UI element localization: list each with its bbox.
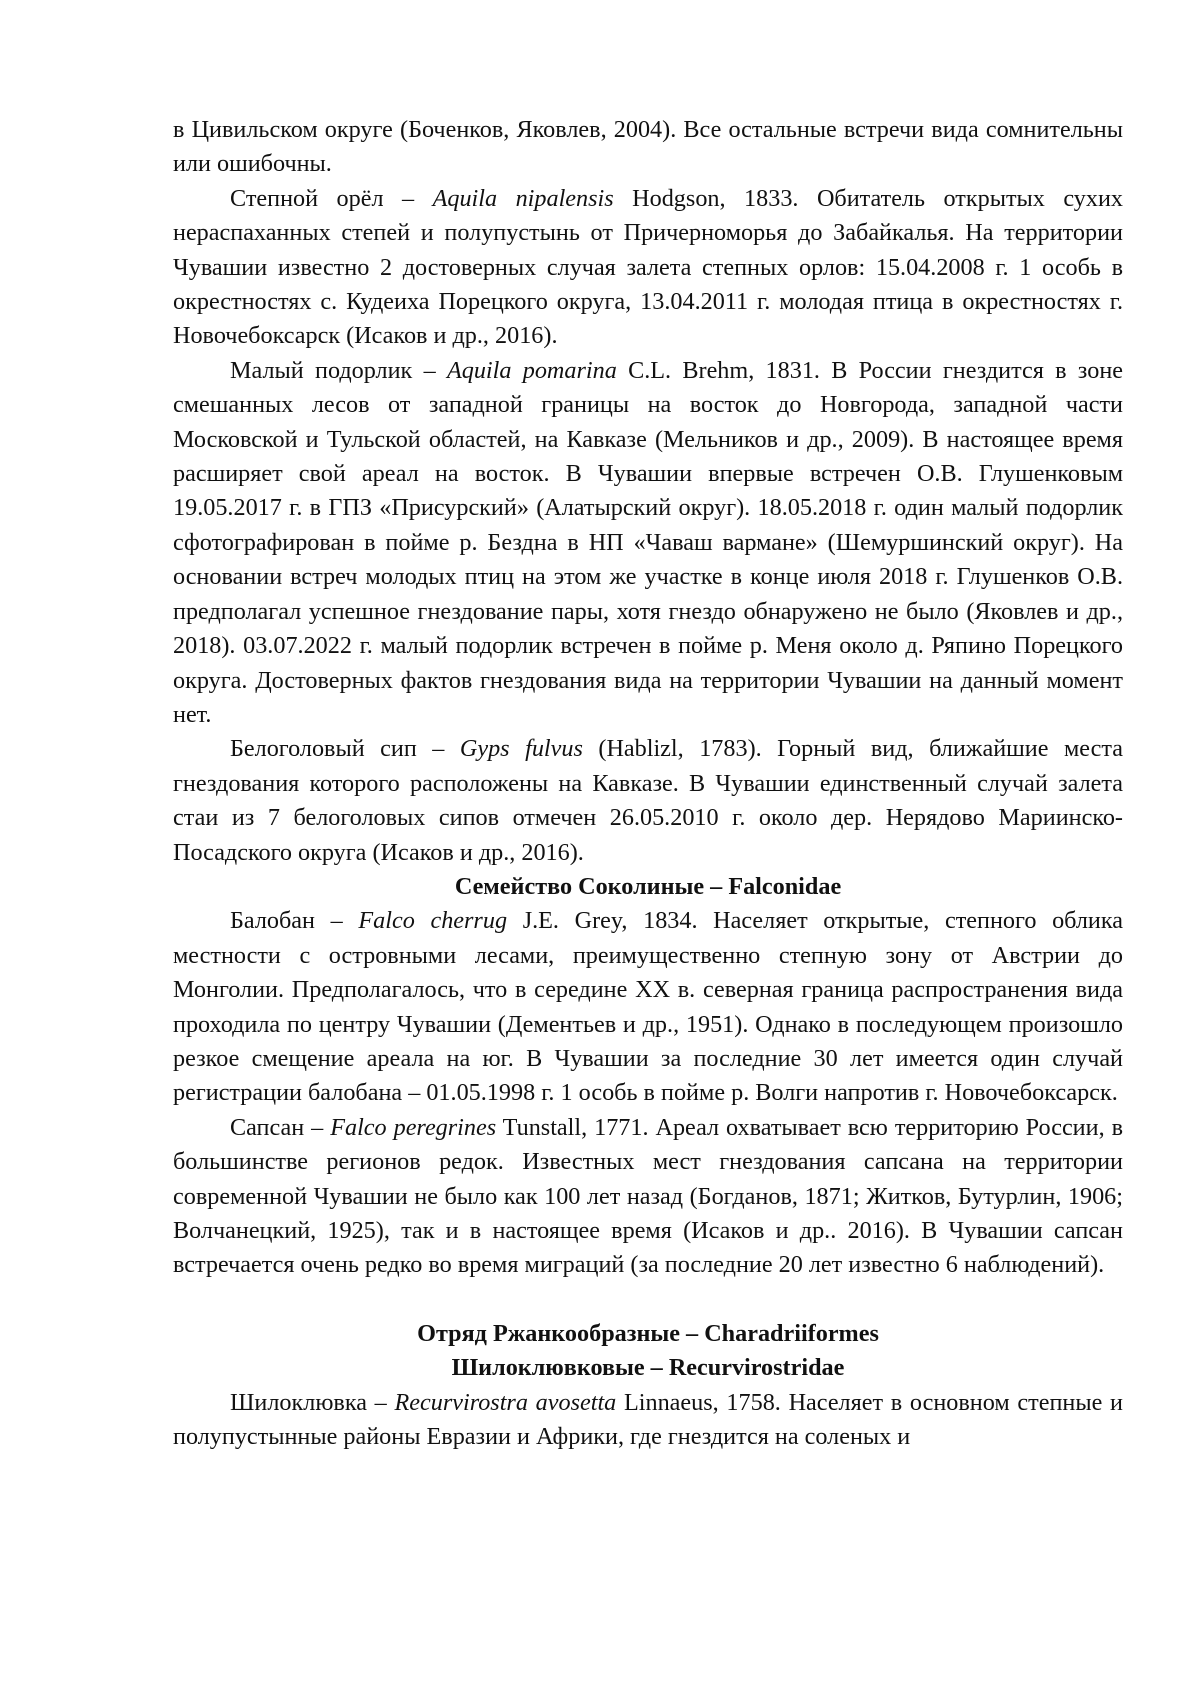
paragraph-text: Малый подорлик –	[230, 356, 447, 384]
section-heading: Шилоклювковые – Recurvirostridae	[451, 1354, 845, 1382]
paragraph-text: в Цивильском округе (Боченков, Яковлев, 2004). Все остальные встречи вида сомнительны или ошибочны.	[173, 116, 1123, 178]
section-heading: Отряд Ржанкообразные – Charadriiformes	[417, 1319, 879, 1347]
species-latin-name: Falco peregrines	[330, 1113, 497, 1141]
paragraph-text: (Hablizl, 1783). Горный вид, ближайшие места гнездования которого расположены на Кавказе. В Чувашии единственный случай залета стаи из 7 белоголовых сипов отмечен 26.05.2010 г. около дер. Нерядово Мариинско-Посадского округа (Исаков и др., 2016).	[173, 735, 1123, 866]
species-latin-name: Aquila pomarina	[446, 356, 617, 384]
paragraph-text: Степной орёл –	[230, 184, 433, 212]
paragraph-text: C.L. Brehm, 1831. В России гнездится в зоне смешанных лесов от западной границы на восток до Новгорода, западной части Московской и Тульской областей, на Кавказе (Мельников и др., 2009). В настоящее время расширяет свой ареал на восток. В Чувашии впервые встречен О.В. Глушенковым 19.05.2017 г. в ГПЗ «Присурский» (Алатырский округ). 18.05.2018 г. один малый подорлик сфотографирован в пойме р. Бездна в НП «Чаваш вармане» (Шемуршинский округ). На основании встреч молодых птиц на этом же участке в конце июля 2018 г. Глушенков О.В. предполагал успешное гнездование пары, хотя гнездо обнаружено не было (Яковлев и др., 2018). 03.07.2022 г. малый подорлик встречен в пойме р. Меня около д. Ряпино Порецкого округа. Достоверных фактов гнездования вида на территории Чувашии на данный момент нет.	[173, 356, 1123, 728]
paragraph-text: Белоголовый сип –	[230, 735, 460, 763]
document-page	[173, 113, 1123, 1454]
body-paragraph	[173, 1386, 1123, 1455]
species-latin-name: Gyps fulvus	[459, 735, 583, 763]
paragraph-text: Сапсан –	[230, 1113, 331, 1141]
paragraph-text: Балобан –	[230, 907, 359, 935]
paragraph-text: Шилоклювка –	[230, 1388, 395, 1416]
body-paragraph	[173, 113, 1123, 182]
section-heading: Семейство Соколиные – Falconidae	[454, 872, 842, 900]
body-paragraph	[173, 732, 1123, 870]
species-latin-name: Falco cherrug	[358, 907, 508, 935]
body-paragraph	[173, 904, 1123, 1110]
body-paragraph	[173, 354, 1123, 732]
species-latin-name: Recurvirostra avosetta	[394, 1388, 617, 1416]
paragraph-text: J.E. Grey, 1834. Населяет открытые, степного облика местности с островными лесами, преимущественно степную зону от Австрии до Монголии. Предполагалось, что в середине XX в. северная граница распространения вида проходила по центру Чувашии (Дементьев и др., 1951). Однако в последующем произошло резкое смещение ареала на юг. В Чувашии за последние 30 лет имеется один случай регистрации балобана – 01.05.1998 г. 1 особь в пойме р. Волги напротив г. Новочебоксарск.	[173, 907, 1123, 1107]
section-spacer	[173, 1283, 1123, 1317]
body-paragraph	[173, 1111, 1123, 1283]
paragraph-text: Tunstall, 1771. Ареал охватывает всю территорию России, в большинстве регионов редок. Известных мест гнездования сапсана на территории современной Чувашии не было как 100 лет назад (Богданов, 1871; Житков, Бутурлин, 1906; Волчанецкий, 1925), так и в настоящее время (Исаков и др.. 2016). В Чувашии сапсан встречается очень редко во время миграций (за последние 20 лет известно 6 наблюдений).	[173, 1113, 1123, 1279]
body-paragraph	[173, 182, 1123, 354]
paragraph-text: Linnaeus, 1758. Населяет в основном степные и полупустынные районы Евразии и Африки, где гнездится на соленых и	[173, 1388, 1123, 1451]
paragraph-text: Hodgson, 1833. Обитатель открытых сухих нераспаханных степей и полупустынь от Причерноморья до Забайкалья. На территории Чувашии известно 2 достоверных случая залета степных орлов: 15.04.2008 г. 1 особь в окрестностях с. Кудеиха Порецкого округа, 13.04.2011 г. молодая птица в окрестностях г. Новочебоксарск (Исаков и др., 2016).	[173, 184, 1124, 350]
species-latin-name: Aquila nipalensis	[432, 184, 614, 212]
